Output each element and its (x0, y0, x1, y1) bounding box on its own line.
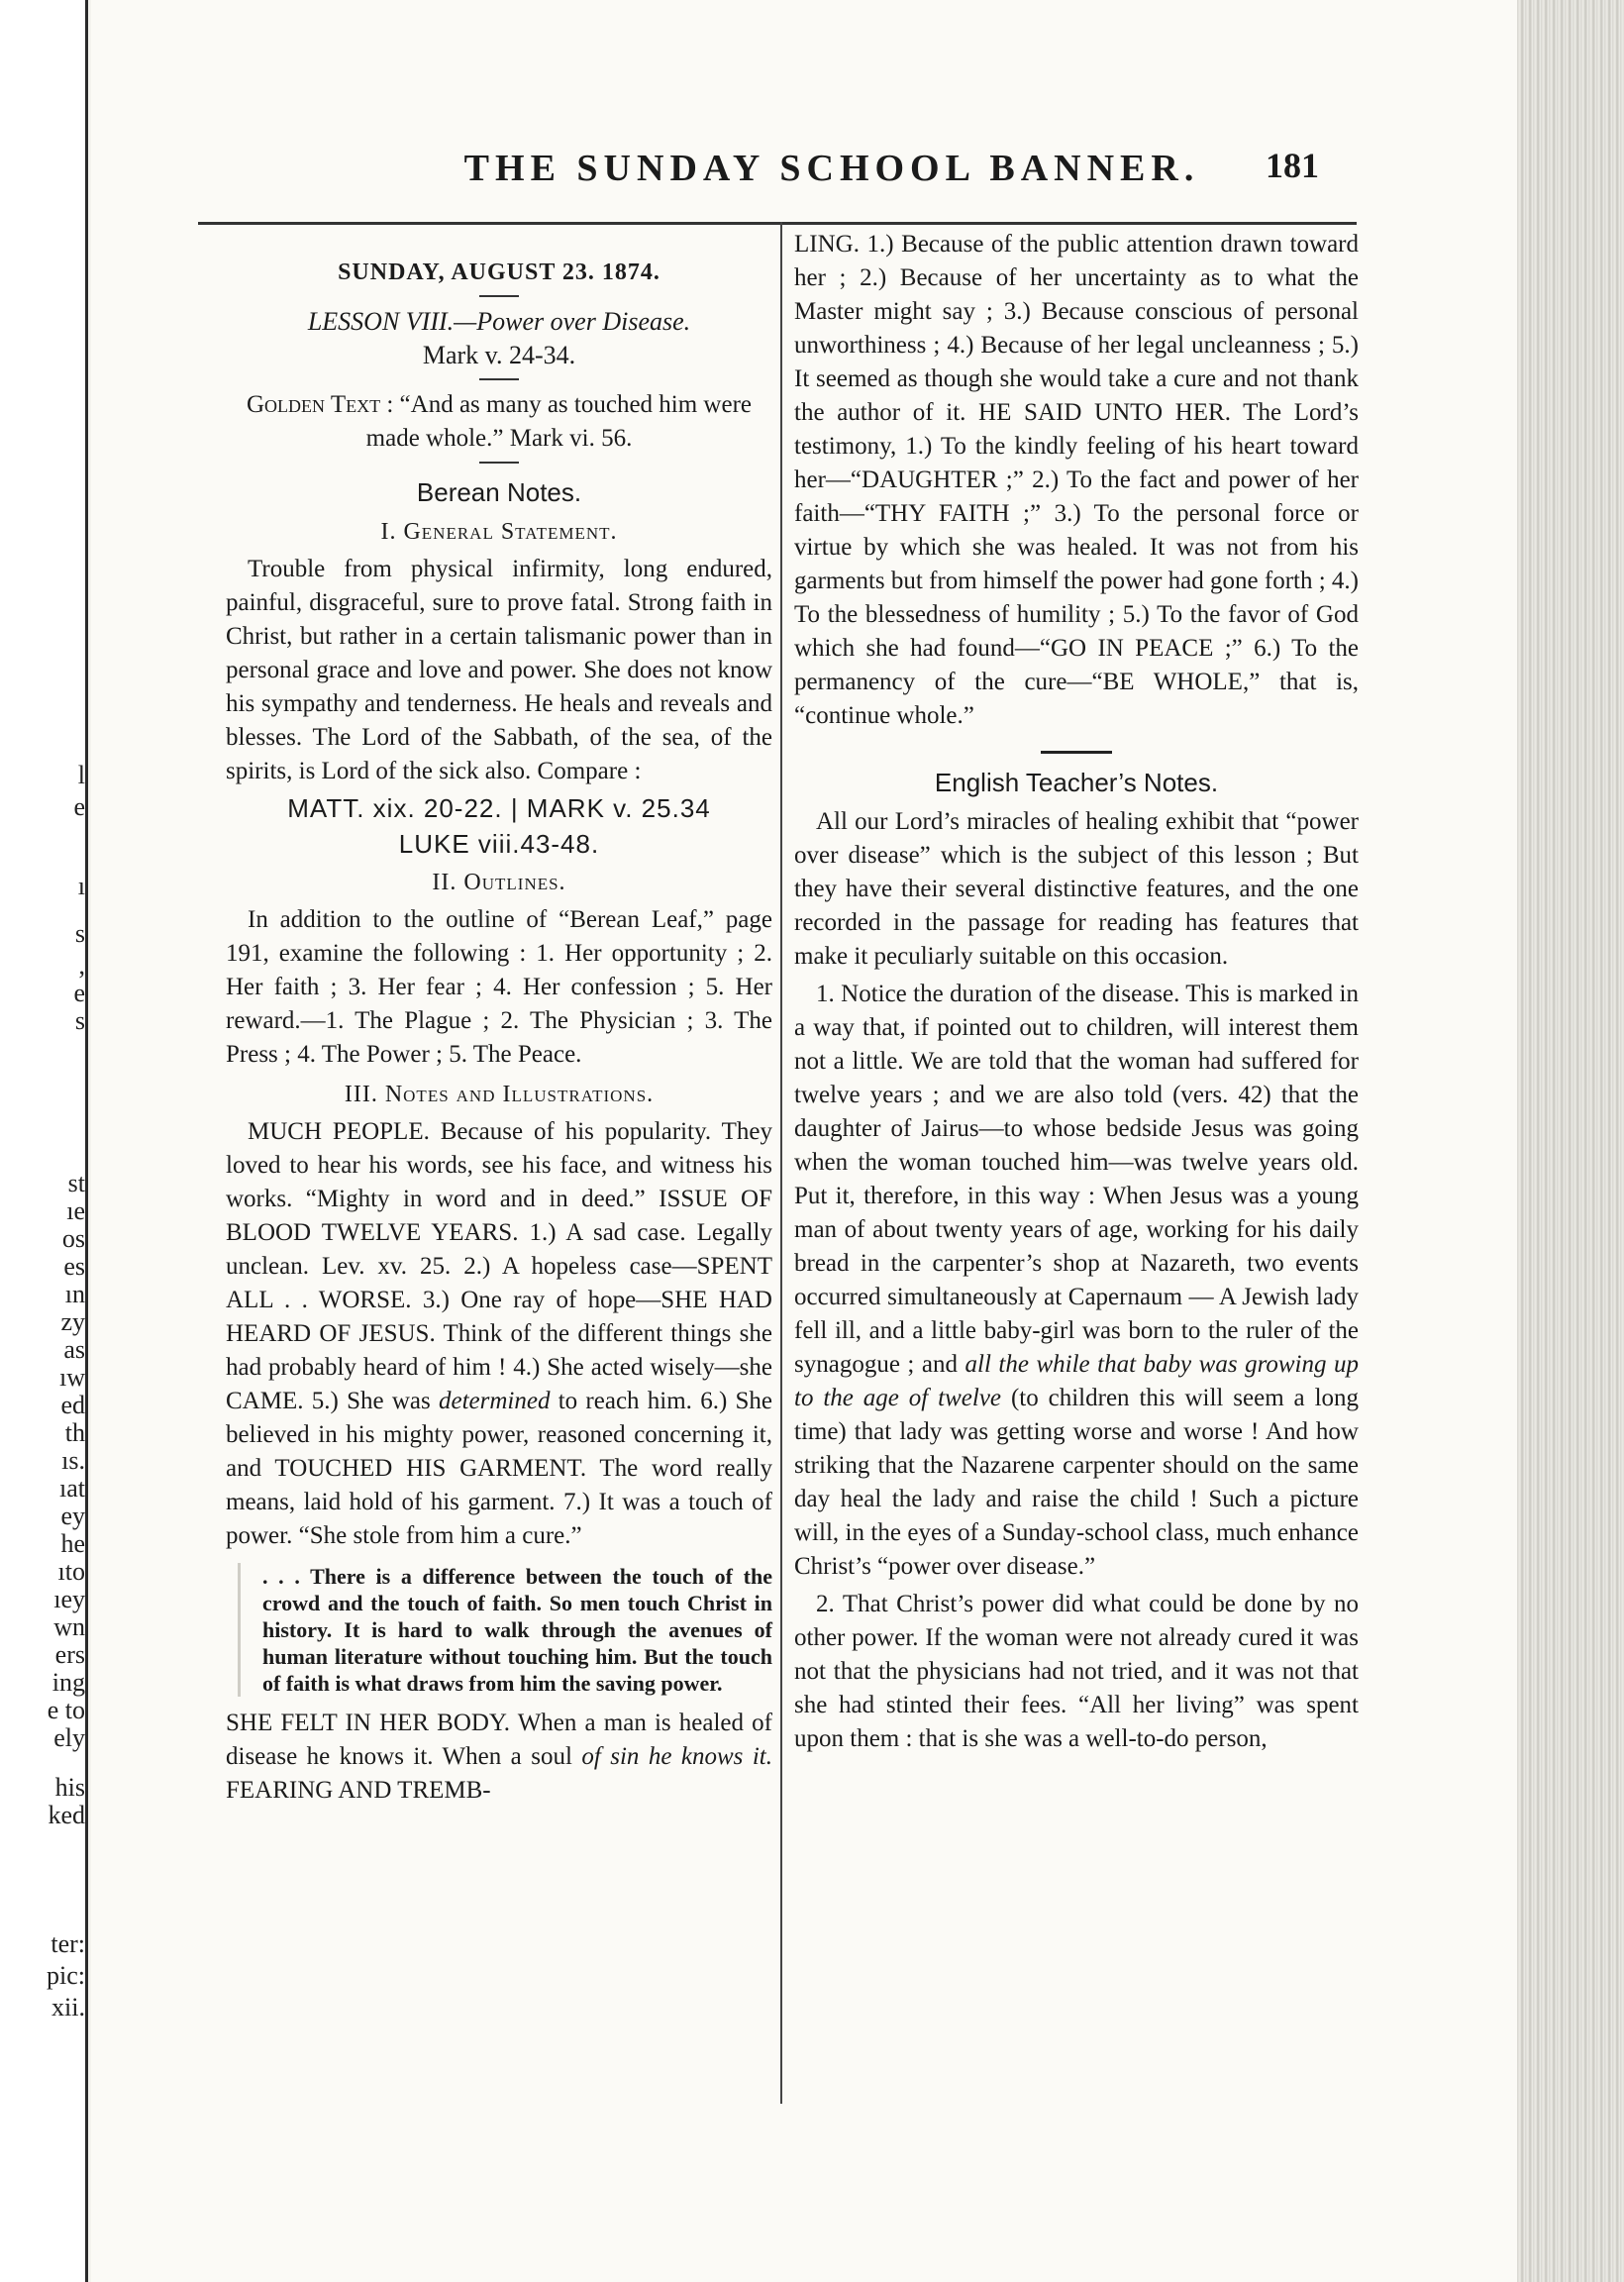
compare-references-line2: LUKE viii.43-48. (398, 829, 600, 859)
running-title: THE SUNDAY SCHOOL BANNER. (463, 148, 1200, 189)
facing-page-fragment: e (73, 979, 85, 1007)
facing-page-fragment: ıe (66, 1196, 85, 1225)
section-rule (1041, 751, 1112, 754)
notes-body-part2: to reach him. 6.) She believed in his mighty power, reasoned concerning it, and TOUCHED HIS GARMENT. The word really means, laid hold of his garment. 7.) It was a touch of power. “She stole from him a cure.” (226, 1388, 773, 1549)
facing-page-fragment: ıto (57, 1557, 85, 1586)
closing-part2: FEARING AND TREMB- (226, 1777, 491, 1804)
closing-italic: of sin he knows it. (581, 1743, 773, 1770)
outlines-body: In addition to the outline of “Berean Leaf,” page 191, examine the following : 1. Her opportunity ; 2. Her faith ; 3. Her fear ; 4. Her confession ; 5. Her reward.—1. The Plague ; 2. The Physician ; 3. The Press ; 4. The Power ; 5. The Peace. (226, 906, 772, 1068)
divider-dash (479, 462, 519, 464)
facing-page-fragment: xii. (51, 1993, 85, 2022)
notes-illustrations-heading: III. Notes and Illustrations. (344, 1082, 655, 1107)
page-number: 181 (1266, 146, 1319, 185)
facing-page-fragment: s (74, 919, 85, 948)
lesson-title: LESSON VIII.—Power over Disease. (307, 307, 691, 336)
lesson-date: SUNDAY, AUGUST 23. 1874. (338, 259, 660, 285)
notes-body-italic: determined (438, 1388, 551, 1414)
facing-page-fragment: st (67, 1169, 85, 1197)
facing-page-fragment: as (63, 1335, 85, 1364)
english-notes-intro: All our Lord’s miracles of healing exhibit that “power over disease” which is the subject of this lesson ; But they have their several distinctive features, and the one recorded in the passage for reading has features that make it peculiarly suitable on this occasion. (794, 808, 1359, 970)
facing-page-fragment: th (64, 1418, 85, 1447)
point1-italic: all the while that baby was growing up to the age of twelve (794, 1351, 1360, 1411)
divider-dash (479, 378, 519, 380)
english-teachers-notes-heading: English Teacher’s Notes. (934, 768, 1219, 797)
golden-text (226, 388, 772, 456)
english-notes-point1 (794, 978, 1359, 1584)
facing-page-fragment: l (77, 761, 85, 789)
closing-paragraph (226, 1707, 772, 1808)
outlines-heading: II. Outlines. (432, 870, 566, 895)
facing-page-fragment: ing (51, 1668, 85, 1697)
facing-page-fragment: ın (64, 1280, 85, 1308)
facing-page-fragment: ıs. (61, 1446, 85, 1475)
golden-text-label: Golden Text (247, 391, 381, 418)
column-divider (780, 222, 782, 2104)
facing-page-fragment: ı (77, 872, 85, 900)
facing-page-edge (0, 0, 88, 2282)
right-column (794, 228, 1359, 1760)
facing-page-fragment: e to (47, 1696, 85, 1724)
scripture-reference: Mark v. 24-34. (422, 341, 576, 369)
facing-page-fragment: ed (60, 1391, 85, 1419)
header-rule (198, 222, 1357, 225)
general-statement-heading: I. General Statement. (380, 519, 618, 545)
point1-part1: 1. Notice the duration of the disease. This is marked in a way that, if pointed out to children, will interest them not a little. We are told that the woman had suffered for twelve years ; and we are also told (vers. 42) that the daughter of Jairus—to whose bedside Jesus was going when the woman touched him—was twelve years old. Put it, therefore, in this way : When Jesus was a young man of about twenty years of age, working for his daily bread in the carpenter’s shop at Nazareth, two events occurred simultaneously at Capernaum — A Jewish lady fell ill, and a little baby-girl was born to the ruler of the synagogue ; and (794, 981, 1359, 1378)
facing-page-fragment: ıey (53, 1585, 85, 1613)
facing-page-fragment: ey (60, 1502, 85, 1530)
facing-page-fragment: os (61, 1224, 85, 1253)
divider-dash (479, 295, 519, 297)
block-quote: . . . There is a difference between the touch of the crowd and the touch of faith. So men touch Christ in history. It is hard to walk through the avenues of human literature without touching him. But the touch of faith is what draws from him the saving power. (238, 1563, 772, 1697)
berean-notes-heading: Berean Notes. (416, 477, 582, 507)
facing-page-fragment: wn (53, 1612, 85, 1641)
closing-part1: SHE FELT IN HER BODY. When a man is healed of disease he knows it. When a soul (226, 1710, 772, 1770)
point1-part2: (to children this will seem a long time) that lady was getting worse and worse ! And how striking that the Nazarene carpenter should on the same day heal the lady and raise the child ! Such a picture will, in the eyes of a Sunday-school class, much enhance Christ’s “power over disease.” (794, 1385, 1360, 1580)
left-column (226, 228, 772, 1808)
facing-page-fragment: pic: (47, 1961, 85, 1990)
facing-page-fragment: es (63, 1252, 85, 1281)
golden-text-body: : “And as many as touched him were made whole.” Mark vi. 56. (365, 391, 752, 452)
facing-page-fragment: his (54, 1773, 85, 1802)
facing-page-fragment: , (78, 951, 85, 980)
facing-page-fragment: ıw (59, 1363, 85, 1392)
facing-page-fragment: ely (53, 1723, 85, 1752)
page-block-edge (1517, 0, 1624, 2282)
facing-page-fragment: e (73, 792, 85, 821)
facing-page-fragment: ked (48, 1801, 85, 1829)
facing-page-fragment: zy (60, 1307, 85, 1336)
facing-page-fragment: ter: (51, 1929, 85, 1958)
facing-page-fragment: s (74, 1006, 85, 1035)
notes-illustrations-body (226, 1115, 772, 1553)
compare-references-line1: MATT. xix. 20-22. | MARK v. 25.34 (287, 793, 711, 823)
general-statement-body: Trouble from physical infirmity, long endured, painful, disgraceful, sure to prove fatal. Strong faith in Christ, but rather in a certain talismanic power than in personal grace and love and power. She does not know his sympathy and tenderness. He heals and reveals and blesses. The Lord of the Sabbath, of the sea, of the spirits, is Lord of the sick also. Compare : (226, 556, 772, 784)
notes-body-part1: MUCH PEOPLE. Because of his popularity. They loved to hear his words, see his face, and witness his works. “Mighty in word and in deed.” ISSUE OF BLOOD TWELVE YEARS. 1.) A sad case. Legally unclean. Lev. xv. 25. 2.) A hopeless case—SPENT ALL . . WORSE. 3.) One ray of hope—SHE HAD HEARD OF JESUS. Think of the different things she had probably heard of him ! 4.) She acted wisely—she CAME. 5.) She was (226, 1118, 772, 1414)
facing-page-fragment: he (60, 1529, 85, 1558)
facing-page-fragment: ers (54, 1640, 85, 1669)
berean-notes-continued: LING. 1.) Because of the public attention drawn toward her ; 2.) Because of her uncertainty as to what the Master might say ; 3.) Because conscious of personal unworthiness ; 4.) Because of her legal uncleanness ; 5.) It seemed as though she would take a cure and not thank the author of it. HE SAID UNTO HER. The Lord’s testimony, 1.) To the kindly feeling of his heart toward her—“DAUGHTER ;” 2.) To the fact and power of her faith—“THY FAITH ;” 3.) To the personal force or virtue by which she was healed. It was not from his garments but from himself the power had gone forth ; 4.) To the blessedness of humility ; 5.) To the favor of God which she had found—“GO IN PEACE ;” 6.) To the permanency of the cure—“BE WHOLE,” that is, “continue whole.” (794, 231, 1359, 729)
facing-page-fragment: ıat (59, 1474, 85, 1503)
english-notes-point2: 2. That Christ’s power did what could be done by no other power. If the woman were not already cured it was not that the physicians had not tried, and it was not that she had stinted their fees. “All her living” was spent upon them : that is she was a well-to-do person, (794, 1591, 1359, 1752)
